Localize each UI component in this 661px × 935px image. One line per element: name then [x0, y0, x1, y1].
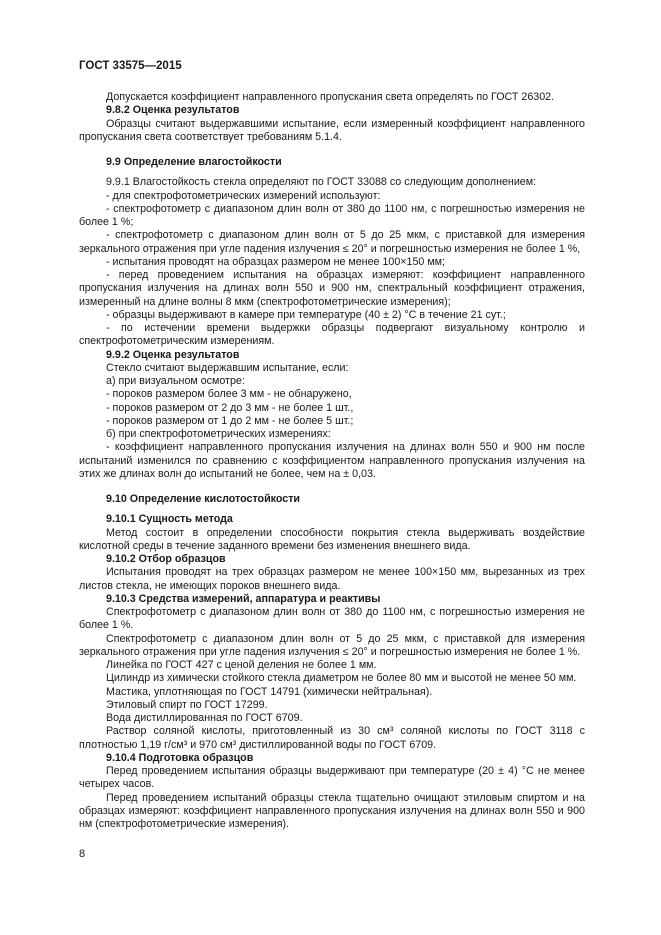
document-body [79, 91, 585, 831]
paragraph: Этиловый спирт по ГОСТ 17299. [106, 698, 268, 711]
subsection-heading: 9.10.1 Сущность метода [106, 513, 233, 526]
subsection-heading: 9.10.3 Средства измерений, аппаратура и реактивы [106, 592, 381, 605]
subsection-heading: 9.10.4 Подготовка образцов [106, 751, 254, 764]
paragraph: Спектрофотометр с диапазоном длин волн от 5 до 25 мкм, с приставкой для измерения зеркального отражения при угле падения излучения ≤ 20° и погрешностью измерения не более 1 %. [79, 632, 585, 658]
paragraph: Мастика, уплотняющая по ГОСТ 14791 (химически нейтральная). [106, 685, 433, 698]
paragraph: Образцы считают выдержавшими испытание, если измеренный коэффициент направленного пропускания света соответствует требованиям 5.1.4. [79, 117, 585, 143]
subsection-heading: 9.9.2 Оценка результатов [106, 348, 240, 361]
list-item: - пороков размером более 3 мм - не обнаружено, [106, 388, 352, 401]
paragraph: Вода дистиллированная по ГОСТ 6709. [106, 712, 303, 724]
paragraph: Спектрофотометр с диапазоном длин волн от 380 до 1100 нм, с погрешностью измерения не более 1 %. [79, 606, 585, 632]
paragraph: Цилиндр из химически стойкого стекла диаметром не более 80 мм и высотой не менее 50 мм. [106, 672, 577, 685]
list-item: - по истечении времени выдержки образцы подвергают визуальному контролю и спектрофотометрическим измерениям. [79, 322, 585, 348]
section-heading: 9.9 Определение влагостойкости [106, 156, 282, 168]
list-item: а) при визуальном осмотре: [106, 375, 245, 387]
list-item: - спектрофотометр с диапазоном длин волн от 5 до 25 мкм, с приставкой для измерения зеркального отражения при угле падения излучения ≤ 20° и погрешностью измерения не более 1 %, [79, 229, 585, 255]
list-item: - пороков размером от 2 до 3 мм - не более 1 шт., [106, 401, 354, 414]
list-item: - испытания проводят на образцах размером не менее 100×150 мм; [106, 255, 445, 268]
paragraph: Перед проведением испытания образцы выдерживают при температуре (20 ± 4) °С не менее четырех часов. [79, 765, 585, 791]
list-item: - пороков размером от 1 до 2 мм - не более 5 шт.; [106, 414, 354, 427]
list-item: - перед проведением испытания на образцах измеряют: коэффициент направленного пропускания излучения на длинах волн 550 и 900 нм, спектральный коэффициент отражения, измеренный на длине волны 8 мкм (спектрофотометрические измерения); [79, 269, 585, 308]
paragraph: Раствор соляной кислоты, приготовленный из 30 см³ соляной кислоты по ГОСТ 3118 с плотностью 1,19 г/см³ и 970 см³ дистиллированной воды по ГОСТ 6709. [79, 725, 585, 751]
list-item: - образцы выдерживают в камере при температуре (40 ± 2) °С в течение 21 сут.; [106, 308, 506, 321]
page-number: 8 [79, 848, 86, 860]
paragraph: Перед проведением испытаний образцы стекла тщательно очищают этиловым спиртом и на образцах измеряют: коэффициент направленного пропускания излучения на длинах волн 550 и 900 нм (спектрофотометрические измерения). [79, 791, 585, 830]
list-item: - коэффициент направленного пропускания излучения на длинах волн 550 и 900 нм после испытаний изменился по сравнению с коэффициентом направленного пропускания излучения на этих же длинах волн до испытаний не более, чем на ± 0,03. [79, 441, 585, 480]
paragraph: Испытания проводят на трех образцах размером не менее 100×150 мм, вырезанных из трех листов стекла, не имеющих пороков внешнего вида. [79, 566, 585, 592]
list-item: б) при спектрофотометрических измерениях: [106, 428, 331, 440]
paragraph: Стекло считают выдержавшим испытание, если: [106, 361, 349, 374]
list-item: - спектрофотометр с диапазоном длин волн от 380 до 1100 нм, с погрешностью измерения не более 1 %; [79, 202, 585, 228]
paragraph: Метод состоит в определении способности покрытия стекла выдерживать воздействие кислотной среды в течение заданного времени без изменения внешнего вида. [79, 526, 585, 552]
list-item: - для спектрофотометрических измерений используют: [106, 189, 381, 202]
subsection-heading: 9.8.2 Оценка результатов [106, 104, 240, 117]
section-heading: 9.10 Определение кислотостойкости [106, 493, 301, 505]
paragraph: Допускается коэффициент направленного пропускания света определять по ГОСТ 26302. [106, 91, 555, 103]
document-header: ГОСТ 33575—2015 [79, 60, 182, 72]
paragraph: Линейка по ГОСТ 427 с ценой деления не более 1 мм. [106, 659, 377, 671]
subsection-heading: 9.10.2 Отбор образцов [106, 553, 226, 565]
paragraph: 9.9.1 Влагостойкость стекла определяют по ГОСТ 33088 со следующим дополнением: [106, 176, 537, 189]
